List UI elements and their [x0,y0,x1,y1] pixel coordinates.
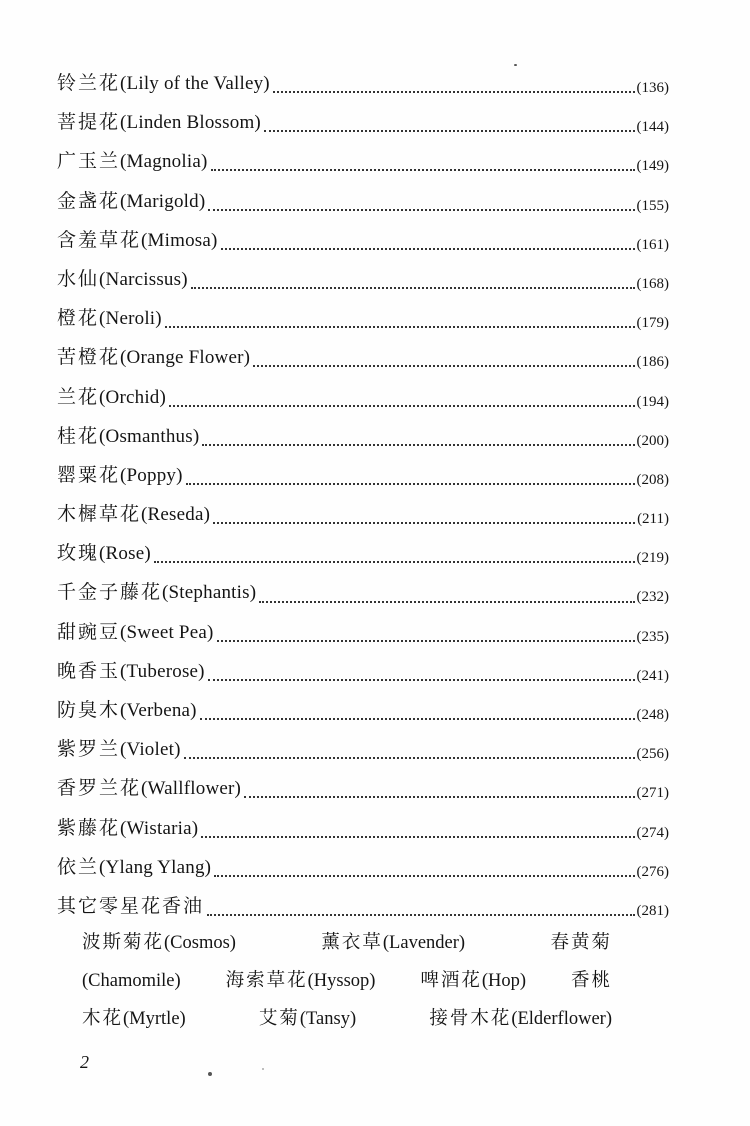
sub-entry-lavender: 薰衣草(Lavender) [321,932,466,953]
sub-entry-chamomile-end: (Chamomile) [82,971,181,991]
entry-title [57,146,208,173]
entry-title [57,538,151,565]
dot-leader [214,874,634,877]
toc-entry-linden-blossom[interactable] [57,107,669,146]
entry-page-number: (219) [636,550,669,567]
dot-leader [202,443,634,446]
toc-entry-sweet-pea[interactable] [57,617,669,656]
toc-entry-orchid[interactable] [57,382,669,421]
entry-title-zh: 罂粟花 [57,463,121,486]
entry-title [57,813,198,840]
entry-title-zh: 紫藤花 [57,816,121,839]
entry-page-number: (235) [636,628,669,645]
entry-title-en: (Narcissus) [99,268,188,290]
entry-page-number: (194) [636,393,669,410]
dot-leader [186,482,635,485]
sub-entries-line [82,1000,612,1038]
dot-leader [259,600,634,603]
entry-title [57,617,214,644]
entry-title-zh: 桂花 [57,424,100,447]
entry-title-zh: 木樨草花 [57,503,142,526]
entry-title [57,225,218,252]
entry-title [57,107,261,134]
sub-entry-cosmos: 波斯菊花(Cosmos) [82,932,236,953]
entry-title [57,577,256,604]
entry-title [57,656,205,683]
toc-entry-mimosa[interactable] [57,225,669,264]
entry-title-zh: 铃兰花 [57,72,121,94]
sub-entries-line [82,924,612,962]
entry-title [57,186,205,213]
entry-title-en: (Marigold) [120,190,206,212]
dot-leader [154,560,635,563]
entry-title-en: (Violet) [120,739,181,761]
entry-title [57,891,204,918]
entry-title-en: (Ylang Ylang) [99,856,212,878]
entry-title [57,342,250,369]
entry-title-zh: 防臭木 [57,699,121,721]
entry-title-en: (Poppy) [120,464,183,486]
dot-leader [264,129,635,132]
entry-page-number: (241) [636,667,669,684]
entry-title-en: (Osmanthus) [99,425,200,447]
entry-title-en: (Tuberose) [120,660,205,682]
entry-title-en: (Orange Flower) [120,347,251,369]
toc-entry-neroli[interactable] [57,303,669,342]
table-of-contents [57,68,669,930]
entry-title-en: (Sweet Pea) [120,621,214,643]
entry-page-number: (155) [636,197,669,214]
scan-speck [262,1068,264,1070]
entry-title-zh: 香罗兰花 [57,777,142,800]
dot-leader [184,756,635,759]
entry-page-number: (248) [636,707,669,723]
entry-page-number: (232) [636,589,669,606]
entry-page-number: (200) [636,432,669,449]
entry-title-zh: 苦橙花 [57,346,121,369]
entry-page-number: (276) [636,863,669,880]
entry-page-number: (179) [636,315,669,332]
entry-title-zh: 依兰 [57,855,100,878]
entry-title-zh: 水仙 [57,267,100,290]
toc-entry-verbena[interactable] [57,695,669,734]
toc-entry-reseda[interactable] [57,499,669,538]
dot-leader [253,364,634,367]
entry-title [57,382,166,409]
entry-page-number: (136) [636,80,669,96]
entry-title-en: (Lily of the Valley) [120,73,270,94]
dot-leader [201,835,634,838]
sub-entries-line [82,962,612,1000]
entry-title [57,734,181,761]
dot-leader [244,795,634,798]
entry-page-number: (274) [636,824,669,841]
toc-entry-magnolia[interactable] [57,146,669,185]
scan-speck [514,64,517,66]
toc-entry-stephantis[interactable] [57,577,669,616]
entry-page-number: (144) [636,119,669,136]
toc-entry-marigold[interactable] [57,186,669,225]
entry-title-en: (Rose) [99,543,151,565]
entry-title-zh: 菩提花 [57,111,121,134]
sub-entry-chamomile-start: 春黄菊 [550,932,612,953]
dot-leader [221,247,635,250]
entry-title-zh: 广玉兰 [57,150,121,173]
dot-leader [273,90,635,93]
entry-title-zh: 甜豌豆 [57,620,121,643]
entry-title-en: (Linden Blossom) [120,112,261,134]
entry-title-zh: 兰花 [57,385,100,408]
entry-page-number: (208) [636,471,669,488]
entry-title-en: (Orchid) [99,386,167,408]
entry-title [57,421,199,448]
entry-title [57,695,197,722]
entry-title-zh: 紫罗兰 [57,738,121,761]
page-number: 2 [80,1052,89,1072]
dot-leader [208,678,635,681]
entry-title [57,499,210,526]
entry-title-zh: 橙花 [57,307,100,330]
entry-title [57,852,211,879]
entry-title-zh: 千金子藤花 [57,581,163,604]
sub-entry-hyssop: 海索草花(Hyssop) [225,970,376,991]
toc-entry-poppy[interactable] [57,460,669,499]
entry-title [57,773,241,800]
entry-title-en: (Wallflower) [141,778,242,800]
entry-page-number: (271) [636,785,669,802]
sub-entry-myrtle-end: 木花(Myrtle) [82,1008,186,1029]
entry-title [57,460,183,487]
entry-page-number: (149) [636,158,669,175]
entry-title-en: (Wistaria) [120,817,199,839]
entry-page-number: (168) [636,275,669,292]
toc-entry-wistaria[interactable] [57,813,669,852]
toc-entry-wallflower[interactable] [57,773,669,812]
entry-page-number: (256) [636,746,669,763]
toc-entry-violet[interactable] [57,734,669,773]
dot-leader [211,168,635,171]
sub-entry-elderflower: 接骨木花(Elderflower) [429,1008,612,1029]
dot-leader [200,717,635,720]
sub-entry-tansy: 艾菊(Tansy) [258,1008,357,1029]
entry-title-en: (Reseda) [141,504,211,526]
dot-leader [207,913,634,916]
sub-entry-hop: 啤酒花(Hop) [420,970,527,991]
dot-leader [213,521,635,524]
toc-entry-tuberose[interactable] [57,656,669,695]
toc-entry-ylang-ylang[interactable] [57,852,669,891]
dot-leader [217,639,635,642]
dot-leader [165,325,635,328]
sub-entries-list [82,924,612,1038]
dot-leader [208,208,634,211]
toc-entry-narcissus[interactable] [57,264,669,303]
entry-title-en: (Neroli) [99,308,162,330]
toc-entry-lily-of-the-valley[interactable] [57,68,669,107]
dot-leader [169,404,634,407]
toc-entry-osmanthus[interactable] [57,421,669,460]
toc-entry-orange-flower[interactable] [57,342,669,381]
entry-title-en: (Verbena) [120,700,197,721]
entry-title [57,303,162,330]
entry-title-zh: 含羞草花 [57,228,142,251]
entry-title-zh: 其它零星花香油 [57,894,205,917]
entry-page-number: (161) [636,236,669,253]
entry-title-en: (Magnolia) [120,151,208,173]
dot-leader [191,286,635,289]
entry-page-number: (211) [637,511,669,528]
entry-title-zh: 晚香玉 [57,659,121,682]
sub-entry-myrtle-start: 香桃 [570,970,612,991]
entry-title [57,264,188,291]
entry-title-en: (Mimosa) [141,229,218,251]
entry-title-zh: 玫瑰 [57,542,100,565]
entry-title-en: (Stephantis) [162,582,257,604]
scan-speck [208,1072,212,1076]
entry-page-number: (186) [636,354,669,371]
entry-page-number: (281) [636,902,669,919]
entry-title [57,68,270,95]
toc-entry-rose[interactable] [57,538,669,577]
entry-title-zh: 金盏花 [57,189,121,212]
